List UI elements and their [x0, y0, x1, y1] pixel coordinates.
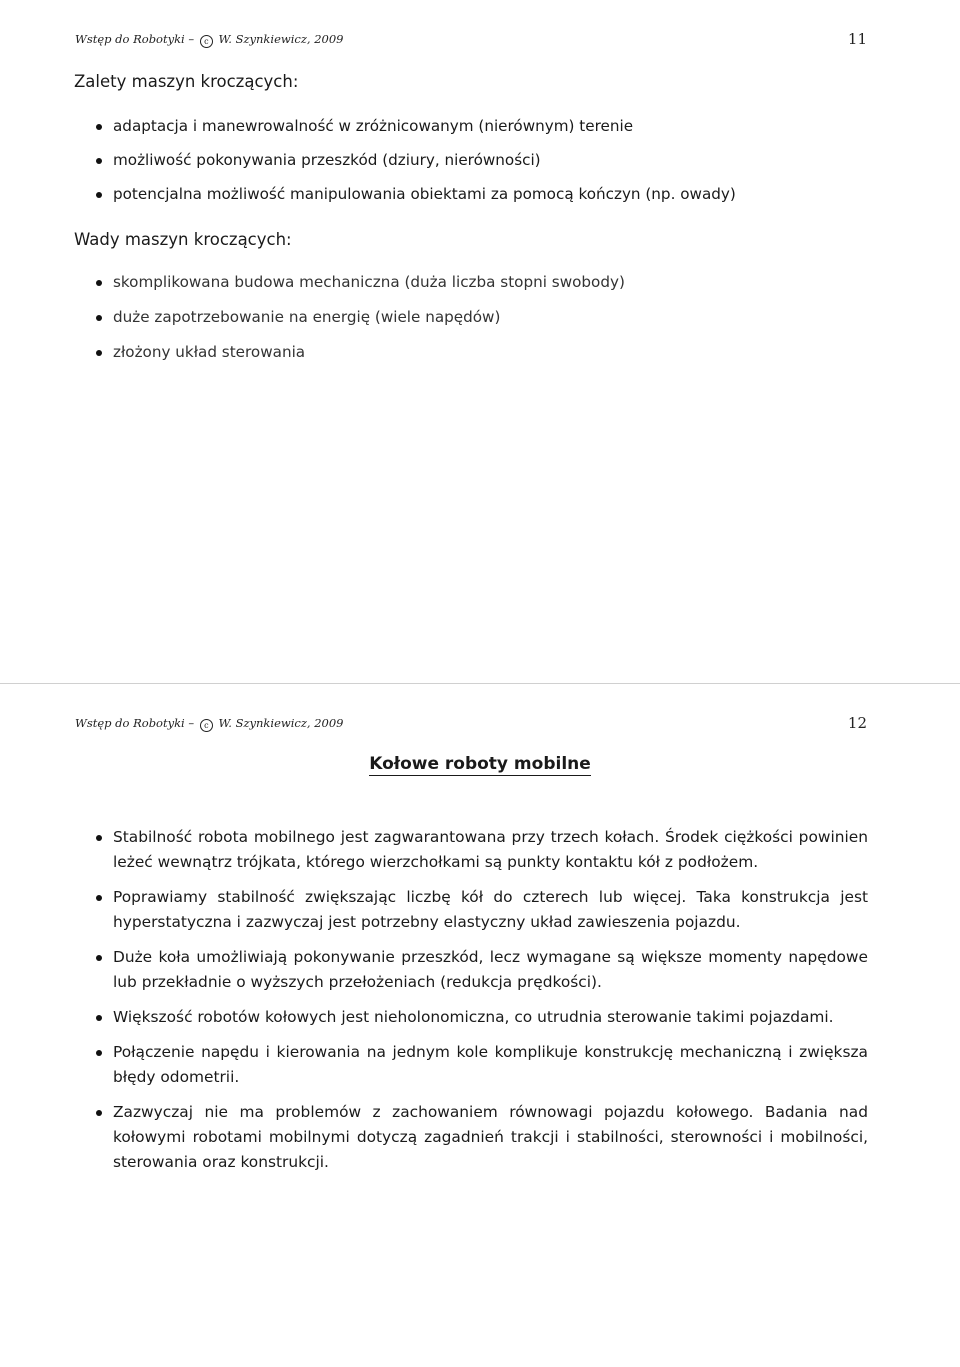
header-course-title: Wstęp do Robotyki – — [75, 716, 198, 730]
bullet-icon — [96, 350, 102, 356]
bullet-icon — [96, 280, 102, 286]
advantages-list — [96, 114, 868, 207]
bullet-icon — [96, 1050, 102, 1056]
list-item-text: skomplikowana budowa mechaniczna (duża liczba stopni swobody) — [113, 273, 625, 291]
page-header — [75, 714, 867, 734]
list-item-text: Poprawiamy stabilność zwiększając liczbę kół do czterech lub więcej. Taka konstrukcja jest hyperstatyczna i zazwyczaj jest potrzebny elastyczny układ zawieszenia pojazdu. — [113, 888, 868, 931]
slide-page-11 — [0, 0, 960, 683]
disadvantages-list — [96, 270, 868, 365]
list-item-text: Duże koła umożliwiają pokonywanie przeszkód, lecz wymagane są większe momenty napędowe lub przekładnie o wyższych przełożeniach (redukcja prędkości). — [113, 948, 868, 991]
slide-title-text: Kołowe roboty mobilne — [369, 754, 591, 774]
header-author: W. Szynkiewicz, 2009 — [214, 32, 344, 46]
bullet-icon — [96, 158, 102, 164]
list-item-text: potencjalna możliwość manipulowania obiektami za pomocą kończyn (np. owady) — [113, 185, 736, 203]
list-item-text: Większość robotów kołowych jest nieholonomiczna, co utrudnia sterowanie takimi pojazdami. — [113, 1008, 834, 1026]
list-item-text: Stabilność robota mobilnego jest zagwarantowana przy trzech kołach. Środek ciężkości powinien leżeć wewnątrz trójkata, którego wierzchołkami są punkty kontaktu kół z podłożem. — [113, 828, 868, 871]
wheeled-robots-list — [96, 825, 868, 1185]
advantages-heading: Zalety maszyn kroczących: — [74, 72, 299, 91]
bullet-icon — [96, 1015, 102, 1021]
bullet-icon — [96, 955, 102, 961]
disadvantages-heading: Wady maszyn kroczących: — [74, 230, 292, 249]
page-number: 11 — [847, 30, 867, 48]
copyright-icon: c — [200, 35, 213, 48]
header-author-line — [75, 716, 343, 732]
header-author-line — [75, 32, 343, 48]
list-item — [96, 305, 868, 330]
list-item — [96, 945, 868, 995]
list-item-text: Połączenie napędu i kierowania na jednym kole komplikuje konstrukcję mechaniczną i zwiększa błędy odometrii. — [113, 1043, 868, 1086]
list-item — [96, 1005, 868, 1030]
slide-page-12 — [0, 684, 960, 1367]
list-item-text: złożony układ sterowania — [113, 343, 306, 361]
bullet-icon — [96, 895, 102, 901]
list-item — [96, 340, 868, 365]
bullet-icon — [96, 315, 102, 321]
copyright-icon: c — [200, 719, 213, 732]
list-item-text: Zazwyczaj nie ma problemów z zachowaniem równowagi pojazdu kołowego. Badania nad kołowymi robotami mobilnymi dotyczą zagadnień trakcji i stabilności, sterowności i mobilności, sterowania oraz konstrukcji. — [113, 1103, 868, 1171]
list-item — [96, 148, 868, 173]
list-item-text: adaptacja i manewrowalność w zróżnicowanym (nierównym) terenie — [113, 117, 634, 135]
list-item-text: możliwość pokonywania przeszkód (dziury, nierówności) — [113, 151, 541, 169]
list-item — [96, 182, 868, 207]
bullet-icon — [96, 1110, 102, 1116]
page-number: 12 — [847, 714, 867, 732]
header-course-title: Wstęp do Robotyki – — [75, 32, 198, 46]
list-item — [96, 1100, 868, 1175]
list-item — [96, 885, 868, 935]
list-item — [96, 114, 868, 139]
list-item-text: duże zapotrzebowanie na energię (wiele napędów) — [113, 308, 501, 326]
header-author: W. Szynkiewicz, 2009 — [214, 716, 344, 730]
bullet-icon — [96, 192, 102, 198]
list-item — [96, 270, 868, 295]
page-header — [75, 30, 867, 50]
bullet-icon — [96, 124, 102, 130]
list-item — [96, 825, 868, 875]
list-item — [96, 1040, 868, 1090]
slide-title — [0, 754, 960, 776]
bullet-icon — [96, 835, 102, 841]
